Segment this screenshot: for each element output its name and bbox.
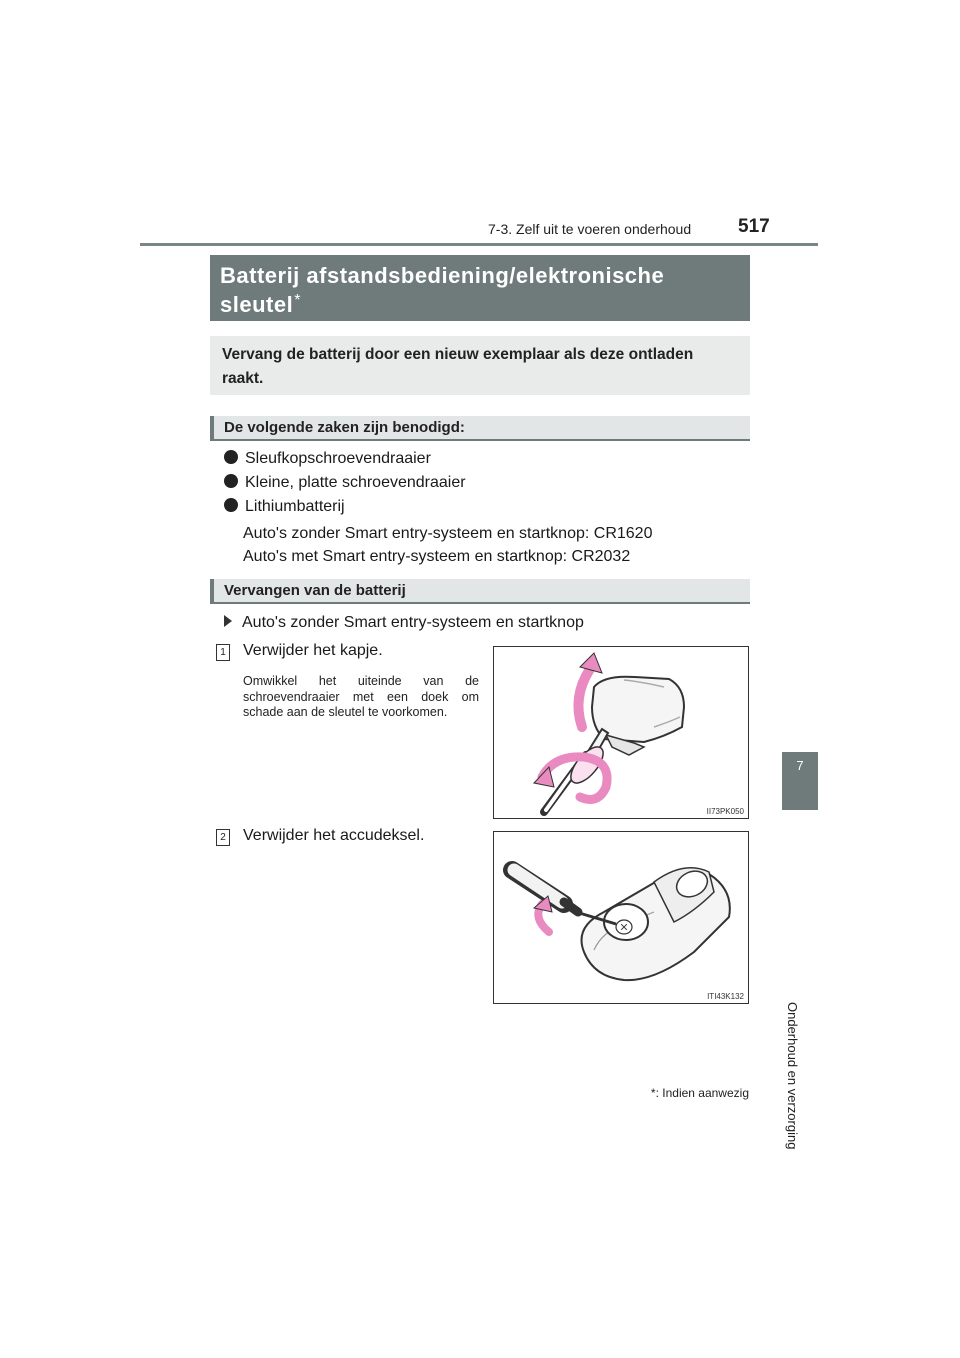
chapter-label: Onderhoud en verzorging [785,1002,800,1150]
section-title: 7-3. Zelf uit te voeren onderhoud [488,221,692,237]
list-item-text: Lithiumbatterij [245,498,345,515]
battery-type: Auto's met Smart entry-systeem en startknop: CR2032 [243,548,631,565]
step-number: 1 [216,644,230,661]
chapter-tab[interactable] [782,752,818,810]
list-item [224,450,431,468]
figure-code: ITI43K132 [707,992,744,1001]
triangle-icon [224,615,232,627]
availability-mark: * [294,292,301,309]
figure-remove-cap [493,646,749,819]
step-text: Verwijder het accudeksel. [243,827,425,844]
list-item-text: Kleine, platte schroevendraaier [245,474,466,491]
step-number: 2 [216,829,230,846]
battery-type: Auto's zonder Smart entry-systeem en startknop: CR1620 [243,525,653,542]
header-rule [140,243,818,246]
bullet-icon [224,474,238,488]
bullet-icon [224,498,238,512]
bullet-icon [224,450,238,464]
chapter-number: 7 [796,758,804,773]
intro-box: Vervang de batterij door een nieuw exemplaar als deze ontladen raakt. [210,336,750,395]
figure-remove-battery-cover [493,831,749,1004]
main-heading [210,255,750,321]
variant-text: Auto's zonder Smart entry-systeem en startknop [242,614,584,631]
figure-code: II73PK050 [706,807,744,816]
variant-line [224,614,584,632]
list-item-text: Sleufkopschroevendraaier [245,450,431,467]
page-number: 517 [738,216,770,237]
list-item [224,498,345,516]
battery-cover-illustration [494,832,749,1004]
main-heading-text: Batterij afstandsbediening/elektronische sleutel [220,263,665,317]
step-text: Verwijder het kapje. [243,642,383,659]
step-note: Omwikkel het uiteinde van de schroevendraaier met een doek om schade aan de sleutel te voorkomen. [243,674,479,719]
key-cap-illustration [494,647,749,819]
footnote: *: Indien aanwezig [650,1086,749,1100]
list-item [224,474,466,492]
replace-heading: Vervangen van de batterij [210,579,750,604]
tools-heading: De volgende zaken zijn benodigd: [210,416,750,441]
